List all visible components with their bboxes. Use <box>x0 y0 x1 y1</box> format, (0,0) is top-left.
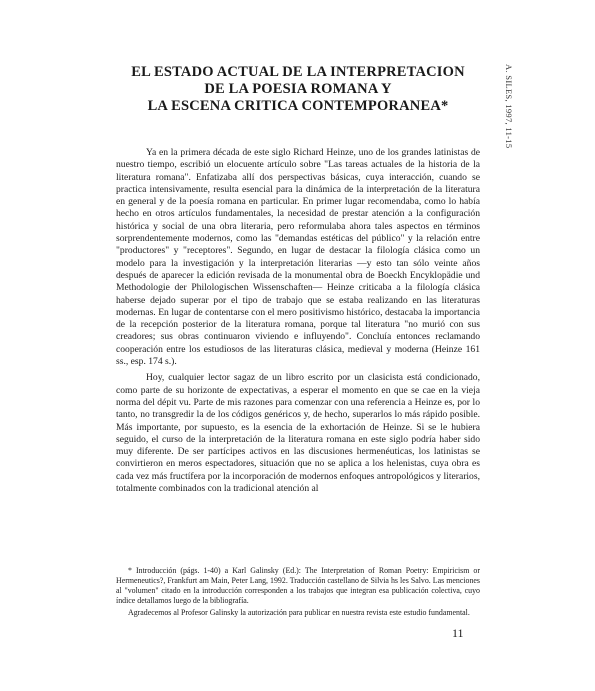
paragraph-1: Ya en la primera década de este siglo Richard Heinze, uno de los grandes latinistas de nuestro tiempo, escribió un elocuente artículo sobre "Las tareas actuales de la historia de la literatura romana". Enfatizaba allí dos perspectivas básicas, cuya interacción, cuando se practica intensivamente, resulta esencial para la dinámica de la interpretación de la literatura en general y de la poesía romana en particular. En primer lugar recomendaba, como lo había hecho en otros artículos fundamentales, la necesidad de prestar atención a la configuración histórica y social de una obra literaria, pero reformulaba ahora tales aspectos en términos sorprendentemente modernos, como las "demandas estéticas del público" y la relación entre "productores" y "receptores". Segundo, en lugar de destacar la filología clásica como un modelo para la investigación y la interpretación literarias —y esto tan sólo veinte años después de aparecer la edición revisada de la monumental obra de Boeckh Encyklopädie und Methodologie der Philologischen Wissenschaften— Heinze criticaba a la filología clásica haberse dejado superar por el tipo de trabajo que se estaba realizando en las literaturas modernas. En lugar de contentarse con el mero positivismo histórico, destacaba la importancia de la recepción posterior de la literatura romana, porque tal literatura "no murió con sus creadores; sus obras continuaron viviendo e influyendo". Concluía entonces reclamando cooperación entre los estudiosos de las literaturas clásica, medieval y moderna (Heinze 161 ss., esp. 174 s.). <box>116 147 480 368</box>
title-line-3: LA ESCENA CRITICA CONTEMPORANEA* <box>147 98 449 114</box>
footnotes <box>116 566 480 620</box>
footnote-2: Agradecemos al Profesor Galinsky la autorización para publicar en nuestra revista este estudio fundamental. <box>128 608 470 617</box>
title-line-2: DE LA POESIA ROMANA Y <box>204 81 392 97</box>
footnote-1: * Introducción (págs. 1-40) a Karl Galinsky (Ed.): The Interpretation of Roman Poetry: Empiricism or Hermeneutics?, Frankfurt am Main, Peter Lang, 1992. Traducción castellano de Silvia hs les Salvo. Las menciones al "volumen" citado en la introducción corresponden a los trabajos que integran esa publicación colectiva, cuyo índice detallamos luego de la bibliografía. <box>116 566 480 605</box>
article-title <box>116 64 480 115</box>
page-number: 11 <box>452 626 464 640</box>
title-line-1: EL ESTADO ACTUAL DE LA INTERPRETACION <box>131 64 465 80</box>
paragraph-2: Hoy, cualquier lector sagaz de un libro escrito por un clasicista está condicionado, como parte de su horizonte de expectativas, a esperar el momento en que se cae en la vieja norma del dépit vu. Parte de mis razones para comenzar con una referencia a Heinze es, por lo tanto, no transgredir la de los códigos genéricos y, de hecho, superarlos lo más rápido posible. Más importante, por supuesto, es la esencia de la exhortación de Heinze. Si se le hubiera seguido, el curso de la interpretación de la literatura romana en este siglo podría haber sido muy diferente. De ser partícipes activos en las discusiones hermenéuticas, los latinistas se convirtieron en meros espectadores, situación que no se aplica a los helenistas, cuya obra es cada vez más fructífera por la incorporación de modernos enfoques antropológicos y literarios, totalmente combinados con la tradicional atención al <box>116 372 480 495</box>
journal-side-reference: A. SILES, 1997, 11-15 <box>504 64 514 149</box>
article-body <box>116 147 480 499</box>
